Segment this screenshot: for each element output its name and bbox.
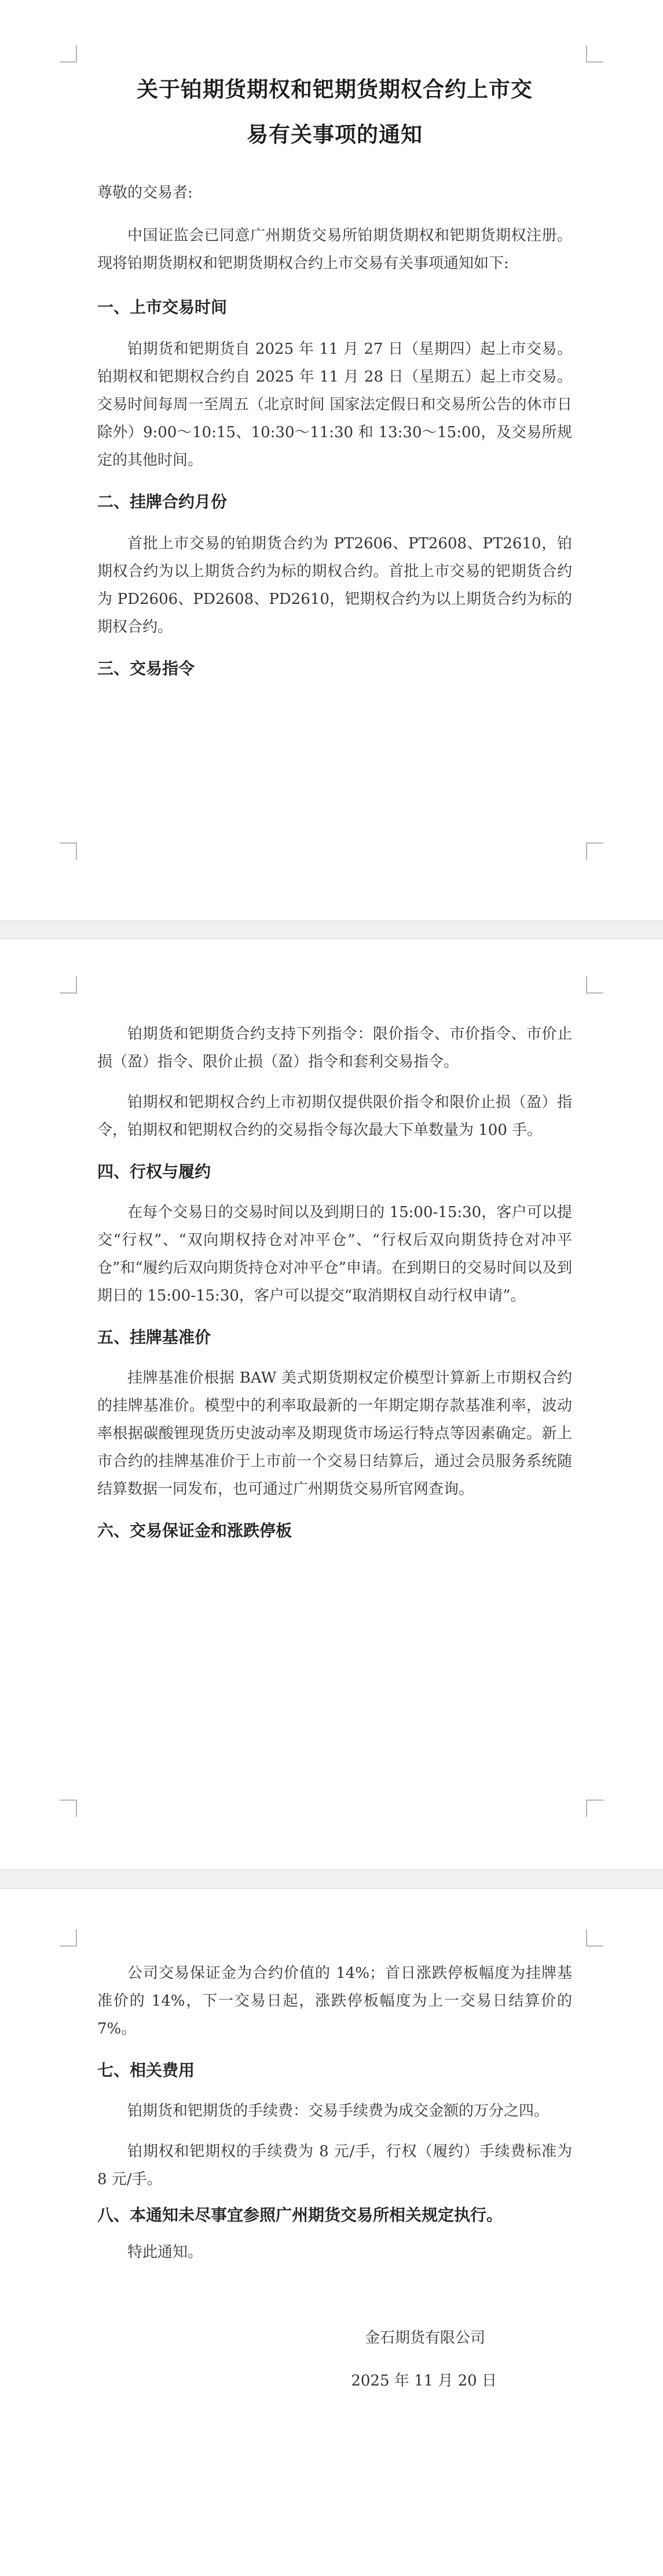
section-heading-6: 六、交易保证金和涨跌停板 — [97, 1521, 292, 1540]
section-heading-8: 八、本通知未尽事宜参照广州期货交易所相关规定执行。 — [97, 2205, 503, 2225]
document-page-3 — [0, 1889, 663, 2576]
section-7-paragraph-2: 铂期权和钯期权的手续费为 8 元/手，行权（履约）手续费标准为 8 元/手。 — [97, 2143, 572, 2188]
page-corner-mark — [60, 976, 77, 994]
section-6-paragraph: 公司交易保证金为合约价值的 14%；首日涨跌停板幅度为挂牌基准价的 14%，下一交易日起，涨跌停板幅度为上一交易日结算价的 7%。 — [97, 1965, 572, 2038]
page-corner-mark — [60, 1800, 77, 1817]
signature-company: 金石期货有限公司 — [364, 2329, 485, 2347]
salutation: 尊敬的交易者: — [97, 184, 193, 201]
section-7-paragraph-1: 铂期货和钯期货的手续费：交易手续费为成交金额的万分之四。 — [127, 2102, 550, 2120]
section-3-paragraph-1: 铂期货和钯期货合约支持下列指令：限价指令、市价指令、市价止损（盈）指令、限价止损（盈）指令和套利交易指令。 — [97, 1025, 572, 1071]
page-corner-mark — [60, 842, 77, 860]
page-corner-mark — [60, 45, 77, 63]
page-separator — [0, 1869, 663, 1889]
section-5-paragraph: 挂牌基准价根据 BAW 美式期货期权定价模型计算新上市期权合约的挂牌基准价。模型中的利率取最新的一年期定期存款基准利率，波动率根据碳酸锂现货历史波动率及期现货市场运行特点等因素确定。新上市合约的挂牌基准价于上市前一个交易日结算后，通过会员服务系统随结算数据一同发布，也可通过广州期货交易所官网查询。 — [97, 1369, 572, 1498]
section-heading-3: 三、交易指令 — [97, 659, 195, 678]
section-3-paragraph-2: 铂期权和钯期权合约上市初期仅提供限价指令和限价止损（盈）指令，铂期权和钯期权合约的交易指令每次最大下单数量为 100 手。 — [97, 1094, 572, 1139]
page-corner-mark — [586, 1929, 603, 1947]
document-page-2 — [0, 939, 663, 1869]
page-corner-mark — [586, 976, 603, 994]
signature-date: 2025 年 11 月 20 日 — [351, 2372, 497, 2390]
section-2-paragraph: 首批上市交易的铂期货合约为 PT2606、PT2608、PT2610，铂期权合约为以上期货合约为标的期权合约。首批上市交易的钯期货合约为 PD2606、PD2608、PD2610，钯期权合约为以上期货合约为标的期权合约。 — [97, 535, 572, 636]
section-heading-5: 五、挂牌基准价 — [97, 1328, 211, 1347]
title-line-2: 易有关事项的通知 — [247, 122, 423, 147]
closing-line: 特此通知。 — [127, 2244, 203, 2261]
page-corner-mark — [586, 842, 603, 860]
section-1-paragraph: 铂期货和钯期货自 2025 年 11 月 27 日（星期四）起上市交易。铂期权和钯期权合约自 2025 年 11 月 28 日（星期五）起上市交易。交易时间每周一至周五（北京时间 国家法定假日和交易所公告的休市日除外）9:00～10:15、10:30～11:30 和 13:30～15:00，及交易所规定的其他时间。 — [97, 340, 572, 469]
page-corner-mark — [586, 1800, 603, 1817]
title-line-1: 关于铂期货期权和钯期货期权合约上市交 — [137, 76, 533, 102]
document-title — [97, 67, 572, 157]
page-corner-mark — [586, 45, 603, 63]
document-page-1 — [0, 0, 663, 921]
page-corner-mark — [60, 1929, 77, 1947]
section-4-paragraph: 在每个交易日的交易时间以及到期日的 15:00-15:30，客户可以提交“行权”、“双向期权持仓对冲平仓”、“行权后双向期货持仓对冲平仓”和“履约后双向期货持仓对冲平仓”申请。在到期日的交易时间以及到期日的 15:00-15:30，客户可以提交“取消期权自动行权申请”。 — [97, 1204, 572, 1305]
section-heading-2: 二、挂牌合约月份 — [97, 492, 228, 511]
section-heading-7: 七、相关费用 — [97, 2061, 195, 2080]
page-separator — [0, 921, 663, 939]
section-heading-1: 一、上市交易时间 — [97, 298, 228, 317]
intro-paragraph: 中国证监会已同意广州期货交易所铂期货期权和钯期货期权注册。现将铂期货期权和钯期货期权合约上市交易有关事项通知如下: — [97, 227, 572, 272]
section-heading-4: 四、行权与履约 — [97, 1162, 211, 1181]
